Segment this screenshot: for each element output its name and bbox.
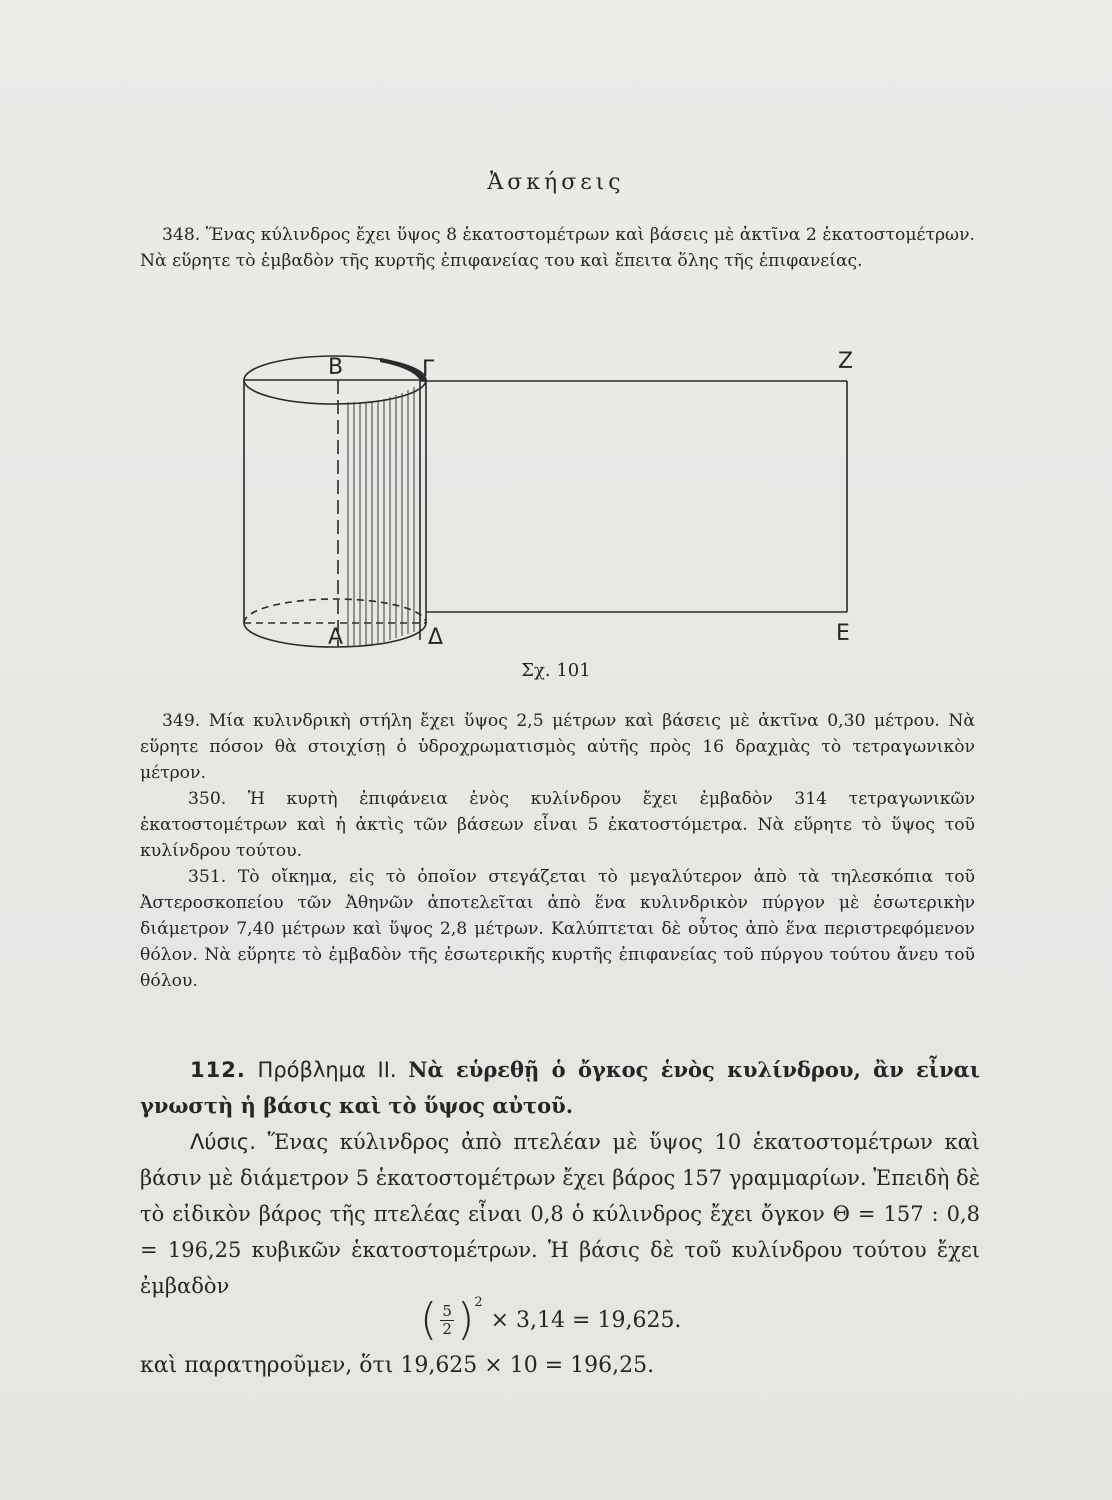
cylinder-unrolled-diagram bbox=[230, 340, 880, 660]
label-G: Γ bbox=[422, 357, 435, 382]
shaded-top-wedge bbox=[380, 358, 426, 380]
problem-number: 112. bbox=[190, 1058, 246, 1082]
problem-title: Νὰ εὑρεθῇ ὁ ὄγκος ἑνὸς κυλίνδρου, ἂν εἶναι γνωστὴ ἡ βάσις καὶ τὸ ὕψος αὐτοῦ. bbox=[140, 1057, 980, 1118]
problem-label: Πρόβλημα ΙΙ. bbox=[257, 1058, 397, 1082]
label-B: Β bbox=[328, 355, 344, 380]
fraction-denominator: 2 bbox=[442, 1319, 452, 1338]
formula-rest: × 3,14 = 19,625. bbox=[490, 1307, 682, 1333]
label-A: Α bbox=[328, 625, 344, 650]
problem-112 bbox=[140, 1052, 980, 1124]
area-formula bbox=[420, 1294, 682, 1345]
bottom-ellipse-back bbox=[244, 599, 426, 623]
figure-caption: Σχ. 101 bbox=[521, 660, 591, 681]
solution-label: Λύσις. bbox=[190, 1130, 256, 1154]
formula-paren-open: ( bbox=[420, 1294, 438, 1345]
solution-text: Ἕνας κύλινδρος ἀπὸ πτελέαν μὲ ὕψος 10 ἑκατοστομέτρων καὶ βάσιν μὲ διάμετρον 5 ἑκατοστομέτρων ἔχει βάρος 157 γραμμαρίων. Ἐπειδὴ δὲ τὸ εἰδικὸν βάρος τῆς πτελέας εἶναι 0,8 ὁ κύλινδρος ἔχει ὄγκον Θ = 157 : 0,8 = 196,25 κυβικῶν ἑκατοστομέτρων. Ἡ βάσις δὲ τοῦ κυλίνδρου τούτου ἔχει ἐμβαδὸν bbox=[140, 1130, 980, 1298]
exercise-349: 349. Μία κυλινδρικὴ στήλη ἔχει ὕψος 2,5 μέτρων καὶ βάσεις μὲ ἀκτῖνα 0,30 μέτρου. Νὰ εὕρητε πόσον θὰ στοιχίσῃ ὁ ὑδροχρωματισμὸς αὐτῆς πρὸς 16 δραχμὰς τὸ τετραγωνικὸν μέτρον. bbox=[140, 711, 975, 783]
formula-fraction bbox=[440, 1303, 454, 1338]
cylinder-figure bbox=[230, 340, 880, 660]
section-heading: Ἀσκήσεις bbox=[487, 170, 625, 195]
exercise-348: 348. Ἕνας κύλινδρος ἔχει ὕψος 8 ἑκατοστομέτρων καὶ βάσεις μὲ ἀκτῖνα 2 ἑκατοστομέτρων. Νὰ εὕρητε τὸ ἐμβαδὸν τῆς κυρτῆς ἐπιφανείας του καὶ ἔπειτα ὅλης τῆς ἐπιφανείας. bbox=[140, 225, 975, 271]
fraction-numerator: 5 bbox=[442, 1301, 452, 1320]
formula-exponent: 2 bbox=[474, 1294, 483, 1310]
label-D: Δ bbox=[428, 625, 444, 650]
surface-hatching bbox=[348, 387, 414, 646]
conclusion-line: καὶ παρατηροῦμεν, ὅτι 19,625 × 10 = 196,25. bbox=[140, 1353, 655, 1378]
label-Z: Ζ bbox=[838, 349, 854, 374]
exercise-350: 350. Ἡ κυρτὴ ἐπιφάνεια ἑνὸς κυλίνδρου ἔχει ἐμβαδὸν 314 τετραγωνικῶν ἑκατοστομέτρων καὶ ἡ ἀκτὶς τῶν βάσεων εἶναι 5 ἑκατοστόμετρα. Νὰ εὕρητε τὸ ὕψος τοῦ κυλίνδρου τούτου. bbox=[140, 789, 975, 861]
exercise-351: 351. Τὸ οἴκημα, εἰς τὸ ὁποῖον στεγάζεται τὸ μεγαλύτερον ἀπὸ τὰ τηλεσκόπια τοῦ Ἀστεροσκοπείου τῶν Ἀθηνῶν ἀποτελεῖται ἀπὸ ἕνα κυλινδρικὸν πύργον μὲ ἐσωτερικὴν διάμετρον 7,40 μέτρων καὶ ὕψος 2,8 μέτρων. Καλύπτεται δὲ οὗτος ἀπὸ ἕνα περιστρεφόμενον θόλον. Νὰ εὕρητε τὸ ἐμβαδὸν τῆς ἐσωτερικῆς κυρτῆς ἐπιφανείας τοῦ πύργου τούτου ἄνευ τοῦ θόλου. bbox=[140, 867, 975, 991]
formula-paren-close: ) bbox=[457, 1294, 475, 1345]
label-E: Ε bbox=[836, 621, 850, 646]
solution-paragraph bbox=[140, 1124, 980, 1304]
